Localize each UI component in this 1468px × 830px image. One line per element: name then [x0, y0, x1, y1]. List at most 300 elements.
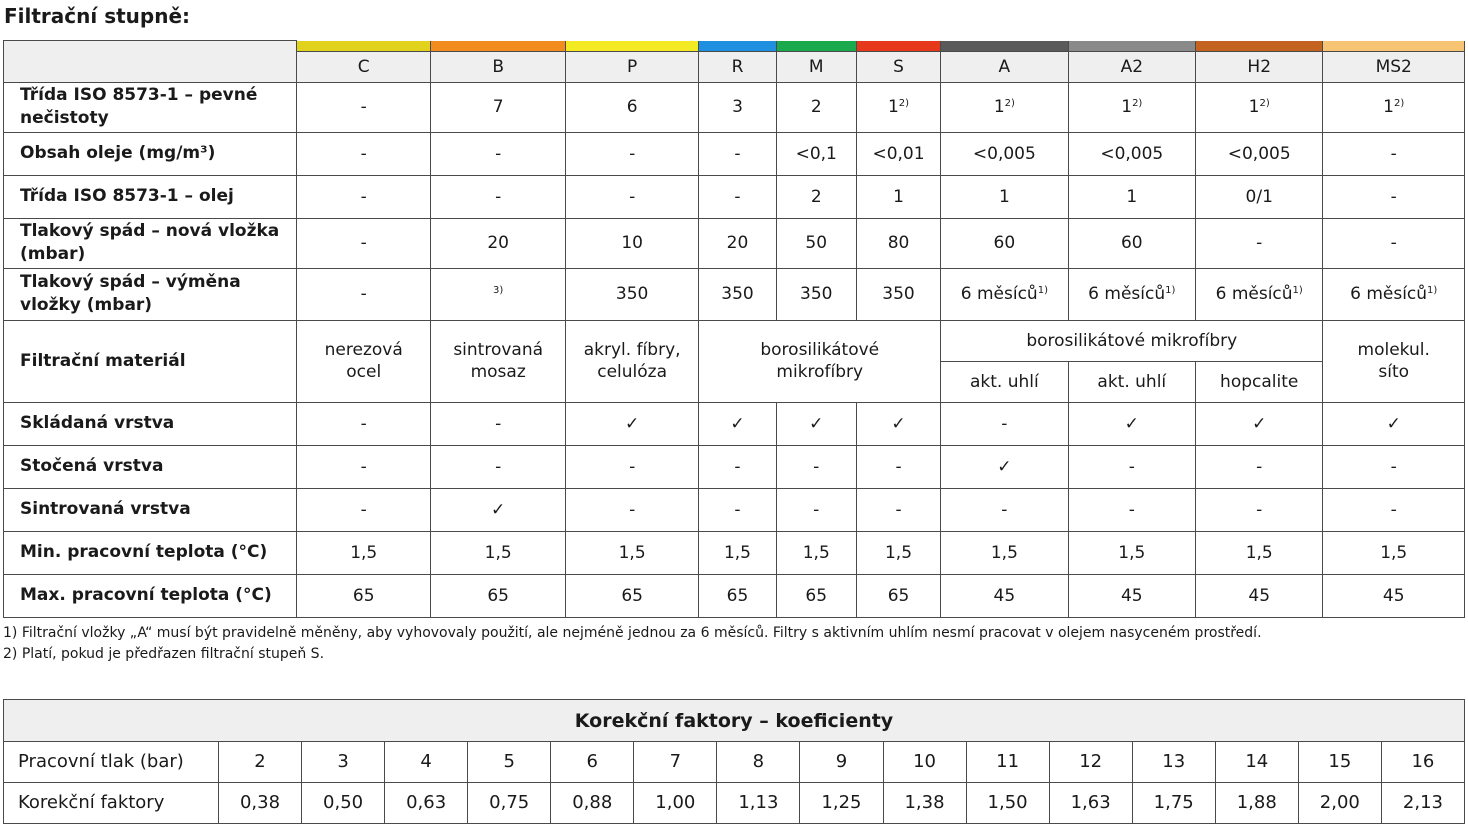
cell-m: [776, 218, 856, 268]
cell-c: [297, 268, 431, 320]
cell-value: -: [495, 143, 502, 164]
cell-ms2: [1323, 445, 1465, 488]
cell-r: [699, 445, 776, 488]
cell-p: [565, 175, 698, 218]
cell-a2: [1068, 488, 1195, 531]
cell-p: [565, 574, 698, 617]
material-b: sintrovaná mosaz: [431, 320, 565, 402]
cell-value: -: [360, 186, 367, 207]
cell-value: -: [360, 413, 367, 434]
column-header-b: B: [431, 51, 565, 82]
row-label: Max. pracovní teplota (°C): [4, 574, 297, 617]
material-a: akt. uhlí: [941, 361, 1068, 402]
row-material: [4, 320, 1465, 361]
cell-value: 1: [887, 97, 899, 117]
factor-value: 0,75: [468, 783, 551, 824]
cell-value: 60: [993, 233, 1016, 253]
cell-c: [297, 488, 431, 531]
cell-a: [941, 175, 1068, 218]
cell-ms2: [1323, 175, 1465, 218]
cell-value: 65: [621, 585, 643, 606]
cell-value: ✓: [1252, 413, 1267, 434]
cell-b: [431, 531, 565, 574]
cell-ms2: [1323, 531, 1465, 574]
cell-b: [431, 175, 565, 218]
cell-h2: [1196, 268, 1323, 320]
factor-value: 1,88: [1215, 783, 1298, 824]
cell-s: [856, 132, 940, 175]
cell-value: -: [734, 143, 741, 164]
row-tmin: [4, 531, 1465, 574]
factor-value: 0,63: [385, 783, 468, 824]
cell-a2: [1068, 218, 1195, 268]
pressure-row: [4, 742, 1465, 783]
cell-b: [431, 488, 565, 531]
cell-value: ✓: [1124, 413, 1139, 434]
footnote-ref: 2): [1259, 98, 1270, 109]
cell-b: [431, 402, 565, 445]
cell-m: [776, 574, 856, 617]
cell-c: [297, 531, 431, 574]
cell-value: -: [360, 284, 367, 304]
factor-value: 1,50: [966, 783, 1049, 824]
pressure-value: 7: [634, 742, 717, 783]
footnote-2: 2) Platí, pokud je předřazen filtrační stupeň S.: [3, 646, 325, 662]
cell-a: [941, 402, 1068, 445]
color-stripe-row: [4, 41, 1465, 52]
cell-value: 1,5: [990, 542, 1018, 563]
cell-value: 1,5: [1245, 542, 1273, 563]
cell-value: <0,005: [972, 143, 1036, 164]
cell-value: ✓: [1386, 413, 1401, 434]
row-label: Filtrační materiál: [4, 320, 297, 402]
cell-value: 1: [993, 97, 1005, 117]
cell-h2: [1196, 445, 1323, 488]
pressure-value: 4: [385, 742, 468, 783]
factor-value: 0,50: [302, 783, 385, 824]
footnote-ref: 1): [1165, 285, 1176, 296]
cell-s: [856, 175, 940, 218]
cell-r: [699, 175, 776, 218]
cell-c: [297, 445, 431, 488]
material-ms2: molekul. síto: [1323, 320, 1465, 402]
cell-ms2: [1323, 488, 1465, 531]
cell-a2: [1068, 82, 1195, 132]
cell-a: [941, 132, 1068, 175]
cell-value: -: [895, 499, 902, 520]
material-p: akryl. fíbry, celulóza: [565, 320, 698, 402]
cell-value: <0,01: [872, 143, 925, 164]
cell-h2: [1196, 175, 1323, 218]
cell-value: -: [813, 456, 820, 477]
cell-value: 65: [887, 585, 910, 606]
cell-p: [565, 132, 698, 175]
cell-value: 1: [1248, 97, 1260, 117]
cell-h2: [1196, 402, 1323, 445]
cell-value: -: [1390, 186, 1397, 207]
factor-row: [4, 783, 1465, 824]
pressure-value: 6: [551, 742, 634, 783]
color-stripe-b: [431, 41, 565, 52]
row-iso-solid: [4, 82, 1465, 132]
row-label: Třída ISO 8573-1 – pevné nečistoty: [4, 82, 297, 132]
cell-a: [941, 218, 1068, 268]
cell-value: 20: [487, 233, 509, 253]
cell-value: 80: [887, 233, 910, 253]
cell-p: [565, 218, 698, 268]
column-header-p: P: [565, 51, 698, 82]
cell-a: [941, 531, 1068, 574]
row-iso-oil: [4, 175, 1465, 218]
cell-r: [699, 531, 776, 574]
cell-m: [776, 175, 856, 218]
factor-value: 1,63: [1049, 783, 1132, 824]
cell-value: 1: [1383, 97, 1394, 117]
cell-value: -: [1001, 499, 1008, 520]
cell-s: [856, 445, 940, 488]
cell-value: -: [360, 456, 367, 477]
factor-value: 1,25: [800, 783, 883, 824]
cell-h2: [1196, 574, 1323, 617]
cell-ms2: [1323, 132, 1465, 175]
cell-value: ✓: [997, 456, 1012, 477]
factor-value: 2,00: [1298, 783, 1381, 824]
cell-h2: [1196, 82, 1323, 132]
cell-value: 1,5: [350, 542, 378, 563]
color-stripe-ms2: [1323, 41, 1465, 52]
cell-h2: [1196, 132, 1323, 175]
factor-table-title: Korekční faktory – koeficienty: [4, 700, 1465, 742]
pressure-value: 13: [1132, 742, 1215, 783]
cell-value: -: [495, 456, 502, 477]
cell-value: 6 měsíců: [1350, 284, 1428, 304]
color-stripe-p: [565, 41, 698, 52]
row-dp-new: [4, 218, 1465, 268]
cell-b: [431, 574, 565, 617]
cell-value: -: [629, 186, 636, 207]
cell-value: -: [360, 499, 367, 520]
color-stripe-m: [776, 41, 856, 52]
cell-value: -: [1390, 499, 1397, 520]
row-label: Tlakový spád – nová vložka (mbar): [4, 218, 297, 268]
filter-stages-table: [3, 40, 1465, 618]
cell-value: 65: [352, 585, 375, 606]
pressure-value: 16: [1381, 742, 1464, 783]
cell-value: 7: [492, 97, 504, 117]
cell-value: 65: [805, 585, 828, 606]
cell-value: -: [1001, 413, 1008, 434]
column-header-a2: A2: [1068, 51, 1195, 82]
material-c: nerezová ocel: [297, 320, 431, 402]
cell-a2: [1068, 175, 1195, 218]
cell-p: [565, 445, 698, 488]
cell-m: [776, 488, 856, 531]
cell-value: -: [629, 456, 636, 477]
cell-value: ✓: [809, 413, 824, 434]
cell-a2: [1068, 268, 1195, 320]
footnote-ref: 2): [1132, 98, 1143, 109]
cell-value: -: [1256, 456, 1263, 477]
cell-value: 45: [1120, 585, 1143, 606]
cell-a: [941, 445, 1068, 488]
cell-c: [297, 132, 431, 175]
cell-ms2: [1323, 218, 1465, 268]
cell-value: -: [1390, 456, 1397, 477]
cell-value: 20: [726, 233, 749, 253]
cell-a: [941, 268, 1068, 320]
row-label: Třída ISO 8573-1 – olej: [4, 175, 297, 218]
cell-r: [699, 82, 776, 132]
cell-c: [297, 218, 431, 268]
cell-value: 1,5: [1380, 542, 1408, 563]
cell-a2: [1068, 445, 1195, 488]
cell-s: [856, 218, 940, 268]
row-wound: [4, 445, 1465, 488]
cell-r: [699, 402, 776, 445]
factor-title-row: [4, 700, 1465, 742]
cell-s: [856, 268, 940, 320]
cell-m: [776, 445, 856, 488]
color-stripe-a2: [1068, 41, 1195, 52]
cell-value: -: [1390, 233, 1397, 253]
cell-value: -: [895, 456, 902, 477]
row-label: Min. pracovní teplota (°C): [4, 531, 297, 574]
cell-value: ✓: [491, 499, 506, 520]
row-label: Skládaná vrstva: [4, 402, 297, 445]
pressure-value: 10: [883, 742, 966, 783]
factor-value: 1,13: [717, 783, 800, 824]
cell-value: 2: [810, 186, 822, 207]
cell-m: [776, 531, 856, 574]
cell-a2: [1068, 531, 1195, 574]
cell-a2: [1068, 402, 1195, 445]
cell-a: [941, 574, 1068, 617]
footnote-1: 1) Filtrační vložky „A“ musí být pravidelně měněny, aby vyhovovaly použití, ale nejméně jednou za 6 měsíců. Filtry s aktivním uhlím nesmí pracovat v olejem nasyceném prostředí.: [3, 625, 1262, 641]
cell-value: 6: [626, 97, 638, 117]
cell-value: 350: [882, 284, 915, 304]
cell-ms2: [1323, 82, 1465, 132]
column-header-s: S: [856, 51, 940, 82]
cell-p: [565, 402, 698, 445]
cell-value: 1,5: [618, 542, 646, 563]
cell-b: [431, 132, 565, 175]
cell-m: [776, 402, 856, 445]
cell-p: [565, 82, 698, 132]
cell-a2: [1068, 574, 1195, 617]
cell-value: -: [629, 499, 636, 520]
row-oil-content: [4, 132, 1465, 175]
column-header-a: A: [941, 51, 1068, 82]
row-label: Stočená vrstva: [4, 445, 297, 488]
cell-s: [856, 488, 940, 531]
cell-b: [431, 445, 565, 488]
cell-a: [941, 488, 1068, 531]
pressure-value: 3: [302, 742, 385, 783]
factor-value: 1,75: [1132, 783, 1215, 824]
cell-value: 6 měsíců: [960, 284, 1038, 304]
material-rms: borosilikátové mikrofíbry: [699, 320, 941, 402]
pressure-value: 5: [468, 742, 551, 783]
cell-value: ✓: [730, 413, 745, 434]
cell-value: <0,1: [795, 143, 837, 164]
cell-c: [297, 574, 431, 617]
pressure-value: 9: [800, 742, 883, 783]
cell-c: [297, 402, 431, 445]
page-title: Filtrační stupně:: [4, 4, 191, 28]
cell-b: [431, 268, 565, 320]
footnote-ref: 2): [898, 98, 910, 109]
cell-p: [565, 531, 698, 574]
color-stripe-c: [297, 41, 431, 52]
factor-value: 1,00: [634, 783, 717, 824]
color-stripe-r: [699, 41, 776, 52]
footnote-ref: 3): [493, 285, 504, 296]
cell-a: [941, 82, 1068, 132]
material-a2: akt. uhlí: [1068, 361, 1195, 402]
footnote-ref: 1): [1292, 285, 1303, 296]
column-header-h2: H2: [1196, 51, 1323, 82]
pressure-value: 15: [1298, 742, 1381, 783]
cell-p: [565, 268, 698, 320]
cell-r: [699, 574, 776, 617]
cell-value: 6 měsíců: [1215, 284, 1293, 304]
column-header-r: R: [699, 51, 776, 82]
cell-value: -: [1128, 499, 1135, 520]
cell-m: [776, 82, 856, 132]
cell-value: 1: [1121, 97, 1133, 117]
cell-value: -: [360, 233, 367, 253]
row-label: Obsah oleje (mg/m³): [4, 132, 297, 175]
factor-label: Korekční faktory: [4, 783, 219, 824]
cell-value: 50: [805, 233, 828, 253]
cell-value: -: [1256, 233, 1263, 253]
cell-value: -: [1128, 456, 1135, 477]
cell-value: 45: [1248, 585, 1271, 606]
footnote-ref: 2): [1393, 98, 1405, 109]
correction-factors-table: [3, 699, 1465, 824]
cell-ms2: [1323, 402, 1465, 445]
cell-r: [699, 132, 776, 175]
cell-value: 65: [487, 585, 509, 606]
cell-s: [856, 402, 940, 445]
factor-value: 0,38: [219, 783, 302, 824]
factor-value: 1,38: [883, 783, 966, 824]
footnote-ref: 1): [1037, 285, 1048, 296]
cell-ms2: [1323, 268, 1465, 320]
factor-value: 2,13: [1381, 783, 1464, 824]
cell-value: 45: [1382, 585, 1405, 606]
cell-value: 2: [810, 97, 822, 117]
pressure-label: Pracovní tlak (bar): [4, 742, 219, 783]
cell-value: 1: [1126, 186, 1138, 207]
cell-value: <0,005: [1100, 143, 1164, 164]
cell-b: [431, 82, 565, 132]
cell-value: 0/1: [1245, 186, 1273, 207]
cell-r: [699, 268, 776, 320]
pressure-value: 8: [717, 742, 800, 783]
cell-value: -: [1390, 143, 1397, 164]
cell-value: 1: [998, 186, 1010, 207]
cell-value: 350: [615, 284, 649, 304]
cell-value: -: [360, 143, 367, 164]
cell-s: [856, 82, 940, 132]
cell-value: 45: [993, 585, 1016, 606]
column-header-ms2: MS2: [1323, 51, 1465, 82]
cell-value: 10: [621, 233, 643, 253]
footnote-ref: 2): [1004, 98, 1015, 109]
cell-value: 65: [726, 585, 749, 606]
row-label: Tlakový spád – výměna vložky (mbar): [4, 268, 297, 320]
cell-value: -: [495, 186, 502, 207]
material-h2: hopcalite: [1196, 361, 1323, 402]
cell-ms2: [1323, 574, 1465, 617]
cell-value: 1,5: [802, 542, 830, 563]
cell-value: -: [629, 143, 636, 164]
cell-value: <0,005: [1227, 143, 1291, 164]
pressure-value: 14: [1215, 742, 1298, 783]
cell-value: 1,5: [884, 542, 913, 563]
cell-value: -: [360, 97, 367, 117]
cell-value: ✓: [625, 413, 640, 434]
cell-r: [699, 218, 776, 268]
cell-value: 1: [893, 186, 904, 207]
row-label: Sintrovaná vrstva: [4, 488, 297, 531]
row-pleated: [4, 402, 1465, 445]
material-group-header: borosilikátové mikrofíbry: [941, 320, 1323, 361]
cell-s: [856, 574, 940, 617]
cell-c: [297, 175, 431, 218]
cell-p: [565, 488, 698, 531]
cell-m: [776, 268, 856, 320]
cell-value: -: [813, 499, 820, 520]
row-tmax: [4, 574, 1465, 617]
cell-value: 60: [1120, 233, 1143, 253]
cell-value: 6 měsíců: [1088, 284, 1166, 304]
cell-h2: [1196, 218, 1323, 268]
cell-value: 350: [721, 284, 754, 304]
cell-value: -: [1256, 499, 1263, 520]
row-dp-change: [4, 268, 1465, 320]
factor-value: 0,88: [551, 783, 634, 824]
column-header-c: C: [297, 51, 431, 82]
cell-value: -: [734, 186, 741, 207]
pressure-value: 11: [966, 742, 1049, 783]
cell-m: [776, 132, 856, 175]
cell-value: -: [734, 499, 741, 520]
cell-c: [297, 82, 431, 132]
color-stripe-a: [941, 41, 1068, 52]
cell-h2: [1196, 531, 1323, 574]
cell-r: [699, 488, 776, 531]
cell-value: 1,5: [723, 542, 751, 563]
cell-value: -: [495, 413, 502, 434]
cell-a2: [1068, 132, 1195, 175]
stripe-corner: [4, 41, 297, 83]
column-header-m: M: [776, 51, 856, 82]
color-stripe-s: [856, 41, 940, 52]
cell-value: 3: [732, 97, 743, 117]
cell-value: 1,5: [1118, 542, 1146, 563]
cell-value: 350: [800, 284, 833, 304]
footnotes: [3, 623, 1468, 665]
cell-s: [856, 531, 940, 574]
cell-value: -: [734, 456, 741, 477]
color-stripe-h2: [1196, 41, 1323, 52]
footnote-ref: 1): [1427, 285, 1438, 296]
cell-b: [431, 218, 565, 268]
row-sintered: [4, 488, 1465, 531]
pressure-value: 12: [1049, 742, 1132, 783]
